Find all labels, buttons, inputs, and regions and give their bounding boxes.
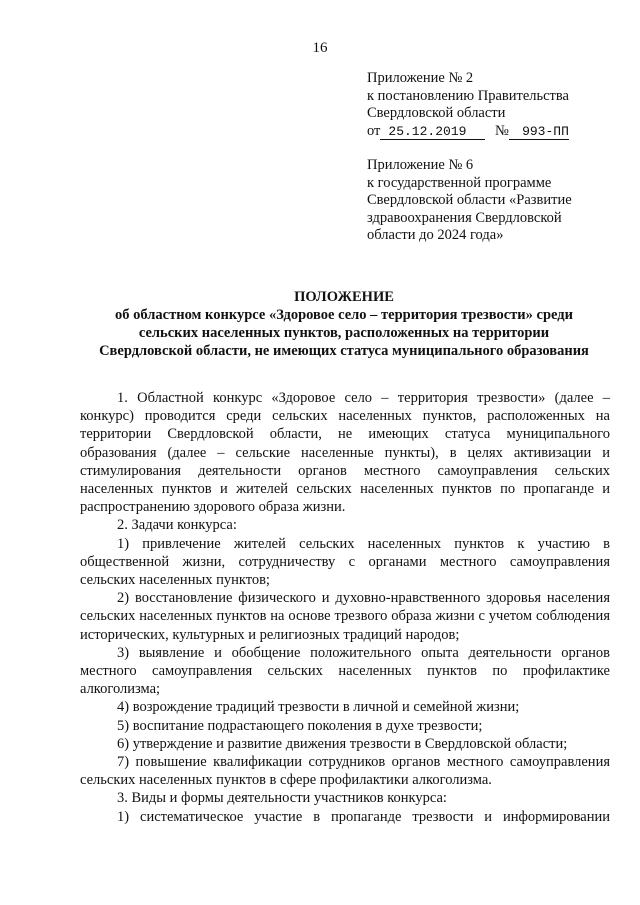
paragraph-2-item-4: 4) возрождение традиций трезвости в личной и семейной жизни;	[117, 699, 520, 716]
paragraph-3: 3. Виды и формы деятельности участников конкурса:	[117, 790, 447, 807]
title-line3: сельских населенных пунктов, расположенных на территории	[138, 325, 550, 341]
appendix-6-line4: здравоохранения Свердловской	[367, 209, 562, 226]
appendix-2-block	[367, 70, 569, 140]
appendix-6-line5: области до 2024 года»	[367, 227, 504, 243]
appendix-6-line3: Свердловской области «Развитие	[367, 192, 572, 208]
paragraph-2-item-5: 5) воспитание подрастающего поколения в духе трезвости;	[117, 717, 483, 734]
paragraph-2-item-2: 2) восстановление физического и духовно-нравственного здоровья населения сельских населенных пунктов на основе трезвого образа жизни с учетом соблюдения исторических, культурных и религиозных традиций народов;	[80, 590, 610, 643]
paragraph-2-item-6: 6) утверждение и развитие движения трезвости в Свердловской области;	[117, 735, 568, 752]
paragraph-1: 1. Областной конкурс «Здоровое село – территория трезвости» (далее – конкурс) проводится среди сельских населенных пунктов, расположенных на территории Свердловской области, не имеющих статуса муниципального образования (далее – сельские населенные пункты), в целях активизации и стимулирования деятельности органов местного самоуправления сельских населенных пунктов и жителей сельских населенных пунктов по пропаганде и распространению здорового образа жизни.	[80, 390, 610, 516]
page-number: 16	[312, 40, 328, 56]
paragraph-3-item-1: 1) систематическое участие в пропаганде трезвости и информировании	[117, 808, 610, 825]
appendix-2-line3: Свердловской области	[367, 105, 506, 121]
date-field	[380, 125, 485, 140]
paragraph-2-item-3: 3) выявление и обобщение положительного опыта деятельности органов местного самоуправления сельских населенных пунктов по профилактике алкоголизма;	[80, 644, 610, 698]
paragraph-2-item-7: 7) повышение квалификации сотрудников органов местного самоуправления сельских населенных пунктов в сфере профилактики алкоголизма.	[80, 754, 610, 789]
number-sign: №	[495, 122, 509, 139]
paragraph-2: 2. Задачи конкурса:	[117, 517, 237, 534]
appendix-2-line1: Приложение № 2	[367, 70, 474, 86]
appendix-2-line2: к постановлению Правительства	[367, 87, 569, 104]
title-line1: ПОЛОЖЕНИЕ	[294, 289, 394, 305]
title-line4: Свердловской области, не имеющих статуса муниципального образования	[99, 343, 589, 359]
title-line2: об областном конкурсе «Здоровое село – территория трезвости» среди	[115, 307, 573, 323]
document-body	[80, 389, 610, 826]
appendix-6-block	[367, 157, 572, 245]
paragraph-2-item-1: 1) привлечение жителей сельских населенных пунктов к участию в общественной жизни, сотрудничеству с органами местного самоуправления сельских населенных пунктов;	[80, 535, 610, 589]
date-value: 25.12.2019	[388, 123, 467, 139]
document-title	[60, 288, 628, 360]
appendix-2-date-line	[367, 123, 569, 141]
number-value: 993-ПП	[522, 123, 569, 139]
number-field	[509, 125, 569, 140]
ot-label: от	[367, 122, 381, 139]
appendix-6-line1: Приложение № 6	[367, 157, 474, 173]
appendix-6-line2: к государственной программе	[367, 174, 552, 191]
